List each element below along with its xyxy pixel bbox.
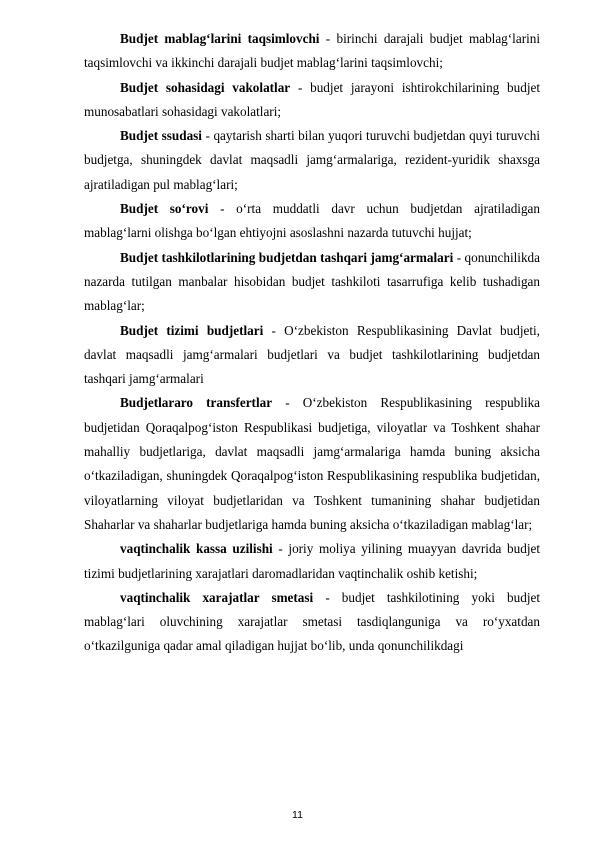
glossary-entry xyxy=(84,586,540,659)
glossary-term: Budjet tizimi budjetlari xyxy=(120,322,264,338)
glossary-entry xyxy=(84,391,540,537)
glossary-definition: - qaytarish sharti bilan yuqori turuvchi budjetdan quyi turuvchi budjetga, shuningdek davlat maqsadli jamg‘armalariga, rezident-yuridik shaxsga ajratiladigan pul mablag‘lari; xyxy=(84,128,540,192)
glossary-definition: - budjet jarayoni ishtirokchilarining budjet munosabatlari sohasidagi vakolatlari; xyxy=(84,79,540,119)
glossary-entry xyxy=(84,537,540,586)
document-body xyxy=(84,27,540,659)
glossary-entry xyxy=(84,197,540,246)
glossary-entry xyxy=(84,76,540,125)
glossary-entry xyxy=(84,246,540,319)
glossary-entry xyxy=(84,319,540,392)
glossary-definition: - O‘zbekiston Respublikasining Davlat budjeti, davlat maqsadli jamg‘armalari budjetlari va budjet tashkilotlarining budjetdan tashqari jamg‘armalari xyxy=(84,322,540,387)
glossary-term: Budjet ssudasi xyxy=(120,128,202,144)
glossary-term: vaqtinchalik kassa uzilishi xyxy=(120,541,273,557)
glossary-definition: - budjet tashkilotining yoki budjet mablag‘lari oluvchining xarajatlar smetasi tasdiqlanguniga va ro‘yxatdan o‘tkazilguniga qadar amal qiladigan hujjat bo‘lib, unda qonunchilikdagi xyxy=(84,589,541,654)
glossary-term: Budjet mablag‘larini taqsimlovchi xyxy=(120,31,320,46)
glossary-term: vaqtinchalik xarajatlar smetasi xyxy=(120,589,314,605)
glossary-term: Budjet so‘rovi xyxy=(120,201,209,217)
glossary-entry xyxy=(84,27,540,76)
glossary-term: Budjet sohasidagi vakolatlar xyxy=(120,79,291,95)
page-number: 11 xyxy=(292,809,303,821)
glossary-definition: - birinchi darajali budjet mablag‘larini taqsimlovchi va ikkinchi darajali budjet mablag‘larini taqsimlovchi; xyxy=(84,31,541,71)
glossary-entry xyxy=(84,124,540,197)
glossary-term: Budjet tashkilotlarining budjetdan tashqari jamg‘armalari xyxy=(120,249,454,265)
glossary-definition: - qonunchilikda nazarda tutilgan manbalar hisobidan budjet tashkiloti tasarrufiga kelib tushadigan mablag‘lar; xyxy=(84,249,540,314)
glossary-definition: - O‘zbekiston Respublikasining respublika budjetidan Qoraqalpog‘iston Respublikasi budjetiga, viloyatlar va Toshkent shahar mahalliy budjetlariga, davlat maqsadli jamg‘armalariga hamda buning aksicha o‘tkaziladigan, shuningdek Qoraqalpog‘iston Respublikasining respublika budjetidan, viloyatlarning viloyat budjetlaridan va Toshkent tumanining shahar budjetidan Shaharlar va shaharlar budjetlariga hamda buning aksicha o‘tkaziladigan mablag‘lar; xyxy=(84,395,541,532)
glossary-definition: - joriy moliya yilining muayyan davrida budjet tizimi budjetlarining xarajatlari daromadlaridan vaqtinchalik oshib ketishi; xyxy=(84,541,540,581)
glossary-definition: - o‘rta muddatli davr uchun budjetdan ajratiladigan mablag‘larni olishga bo‘lgan ehtiyojni asoslashni nazarda tutuvchi hujjat; xyxy=(84,201,541,241)
glossary-term: Budjetlararo transfertlar xyxy=(120,395,273,411)
